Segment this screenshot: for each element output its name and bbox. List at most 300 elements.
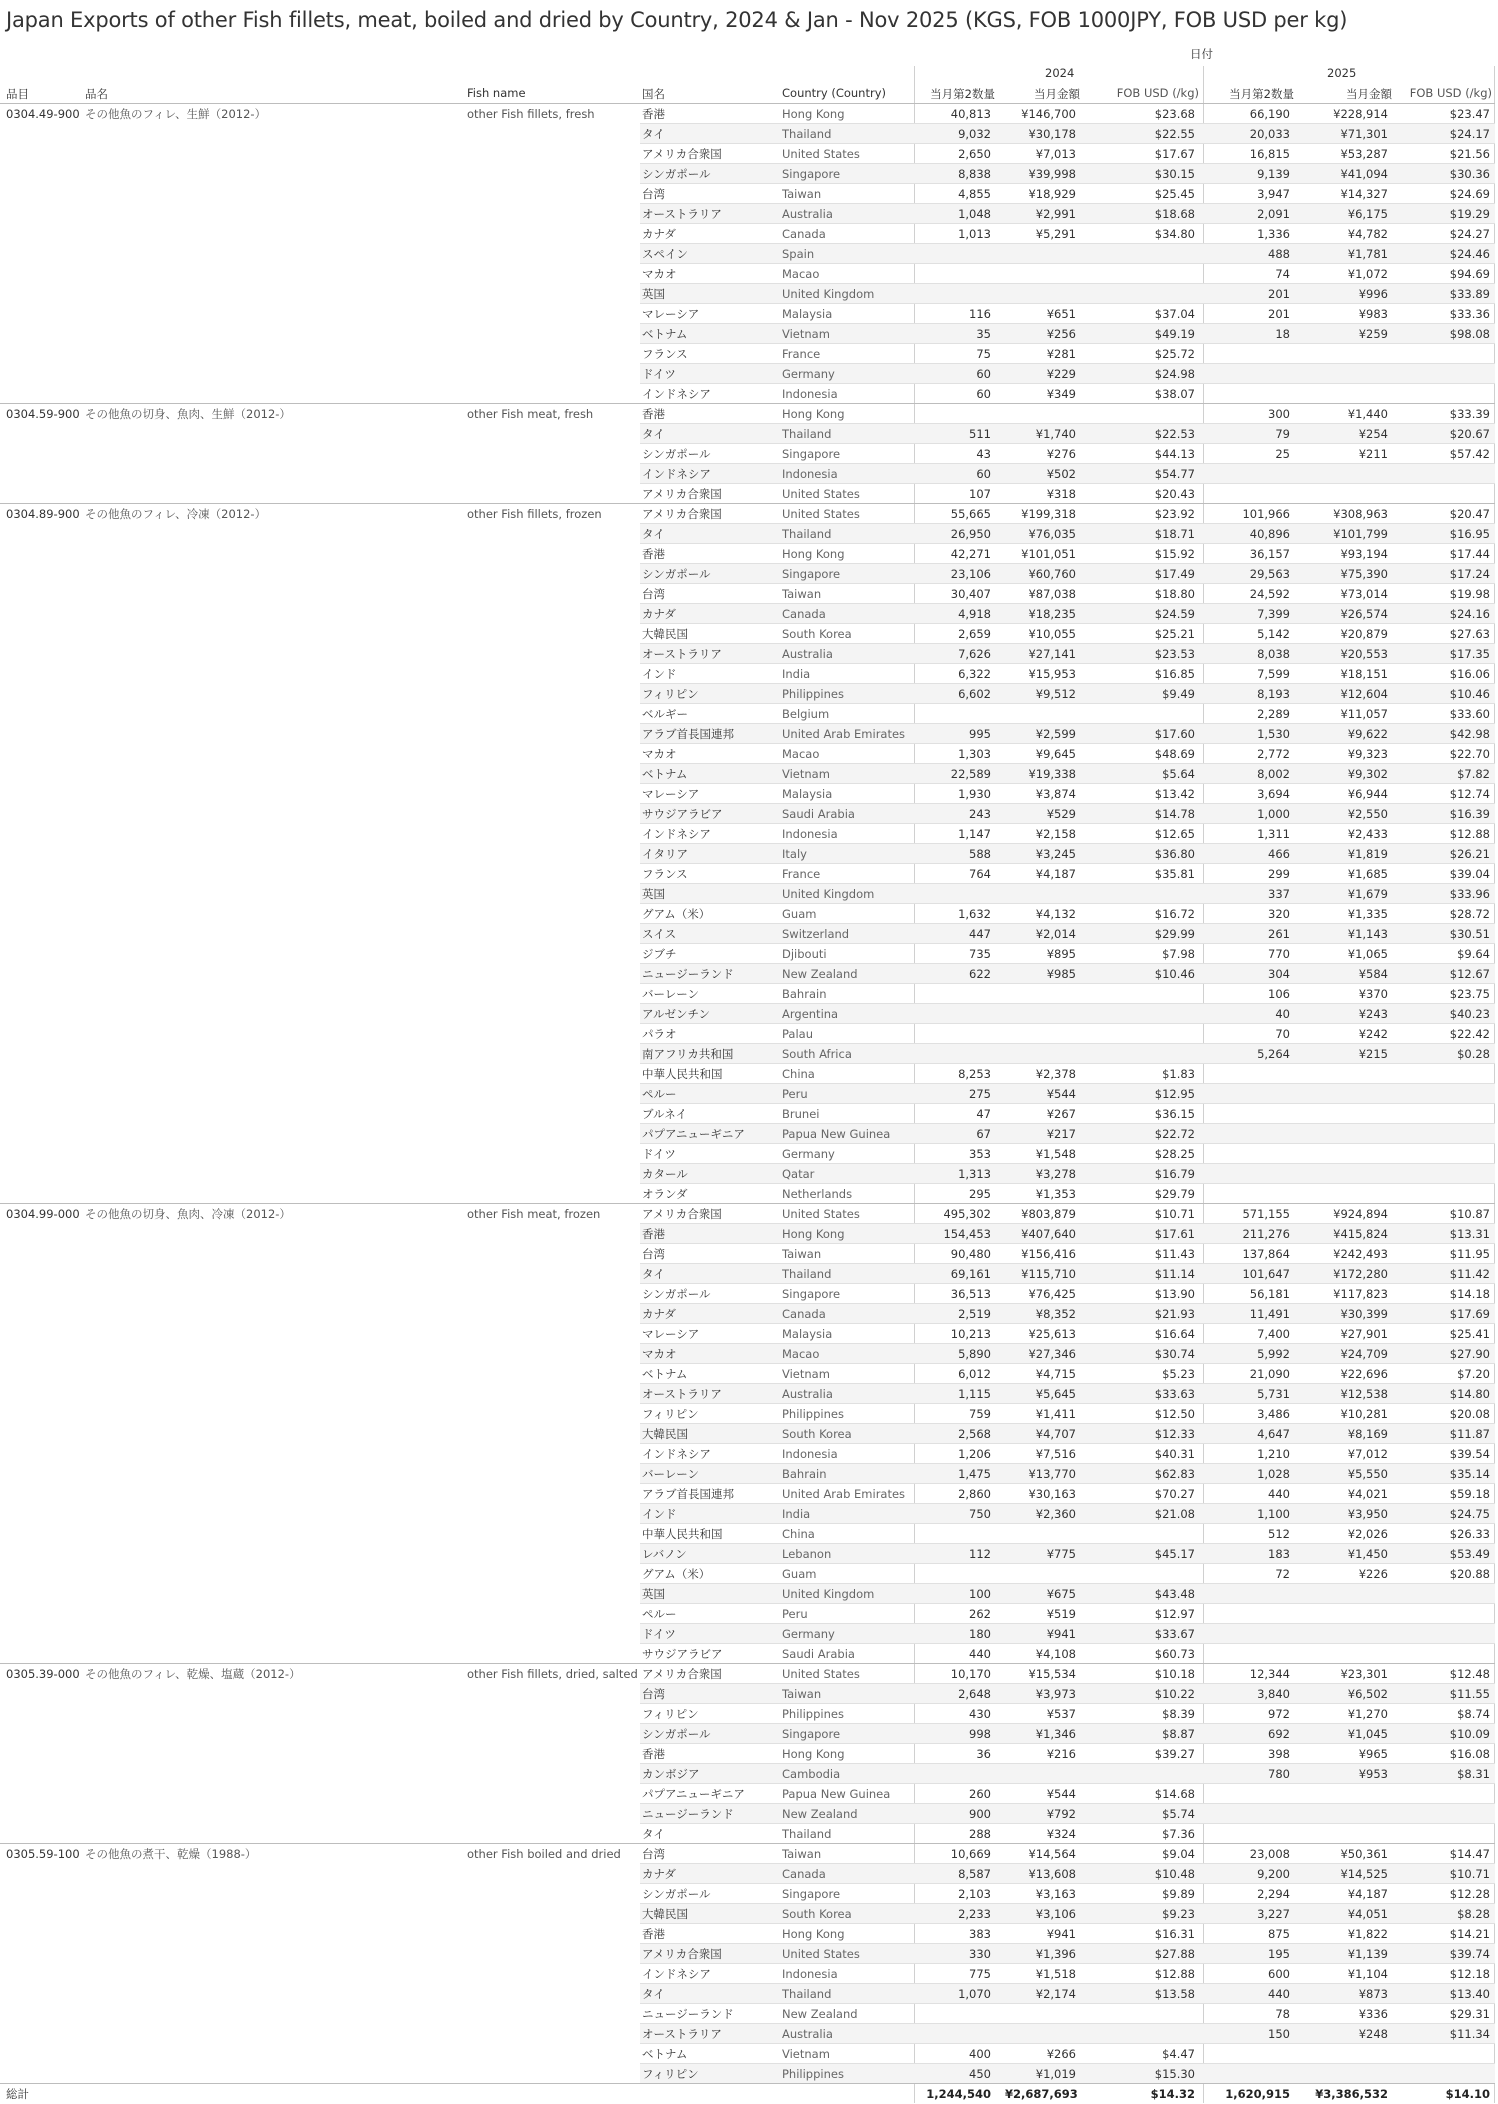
amount-2025: ¥23,301 [1340, 1667, 1388, 1681]
usd-2025: $24.69 [1449, 187, 1490, 201]
amount-2024: ¥7,516 [1035, 1447, 1076, 1461]
amount-2025: ¥4,782 [1347, 227, 1388, 241]
qty-2025: 1,100 [1257, 1507, 1290, 1521]
qty-2024: 495,302 [943, 1207, 991, 1221]
amount-2024: ¥1,411 [1035, 1407, 1076, 1421]
amount-2024: ¥941 [1046, 1627, 1076, 1641]
amount-2024: ¥30,178 [1028, 127, 1076, 141]
usd-2025: $10.09 [1449, 1727, 1490, 1741]
qty-2024: 2,233 [958, 1907, 991, 1921]
country-name-jp: シンガポール [642, 167, 711, 181]
usd-2024: $25.21 [1154, 627, 1195, 641]
country-name-en: Canada [782, 1867, 826, 1881]
country-name-jp: タイ [642, 1267, 665, 1281]
usd-2025: $14.47 [1449, 1847, 1490, 1861]
qty-2025: 5,731 [1257, 1387, 1290, 1401]
country-name-jp: ニュージーランド [642, 967, 734, 981]
qty-2024: 622 [969, 967, 991, 981]
amount-2025: ¥242 [1358, 1027, 1388, 1041]
qty-2024: 9,032 [958, 127, 991, 141]
usd-2025: $28.72 [1449, 907, 1490, 921]
amount-2024: ¥324 [1046, 1827, 1076, 1841]
usd-2025 [1392, 1784, 1494, 1804]
usd-2025: $14.18 [1449, 1287, 1490, 1301]
usd-2025 [1392, 1164, 1494, 1184]
country-name-jp: オーストラリア [642, 1387, 722, 1401]
usd-2025: $20.67 [1449, 427, 1490, 441]
amount-2025: ¥2,433 [1347, 827, 1388, 841]
usd-2024: $36.80 [1154, 847, 1195, 861]
country-name-jp: 台湾 [642, 187, 665, 201]
country-name-jp: フランス [642, 347, 688, 361]
country-name-jp: シンガポール [642, 1727, 711, 1741]
country-name-jp: パラオ [642, 1027, 677, 1041]
qty-2025: 21,090 [1249, 1367, 1290, 1381]
usd-2025: $9.64 [1457, 947, 1490, 961]
section-item-name-jp: その他魚のフィレ、生鮮（2012-） [85, 107, 267, 121]
qty-2024: 900 [969, 1807, 991, 1821]
qty-2025: 137,864 [1242, 1247, 1290, 1261]
amount-2025 [1296, 1084, 1392, 1104]
usd-2024 [1080, 244, 1199, 264]
country-name-en: New Zealand [782, 967, 858, 981]
usd-2024: $18.71 [1154, 527, 1195, 541]
country-name-en: Germany [782, 1147, 835, 1161]
usd-2025 [1392, 364, 1494, 384]
country-name-jp: バーレーン [642, 1467, 700, 1481]
amount-2025: ¥584 [1358, 967, 1388, 981]
qty-2024: 2,648 [958, 1687, 991, 1701]
amount-2024: ¥39,998 [1028, 167, 1076, 181]
qty-2024: 295 [969, 1187, 991, 1201]
amount-2024 [1005, 2004, 1080, 2024]
country-name-en: Thailand [782, 1267, 832, 1281]
country-name-jp: オーストラリア [642, 207, 722, 221]
qty-2024: 1,206 [958, 1447, 991, 1461]
amount-2024: ¥101,051 [1021, 547, 1076, 561]
qty-2025: 3,694 [1257, 787, 1290, 801]
total-amount-2025: ¥3,386,532 [1315, 2087, 1388, 2101]
country-name-en: Philippines [782, 2067, 844, 2081]
country-name-jp: 台湾 [642, 1847, 665, 1861]
amount-2024: ¥229 [1046, 367, 1076, 381]
usd-2025: $98.08 [1449, 327, 1490, 341]
qty-2025: 8,002 [1257, 767, 1290, 781]
qty-2024: 2,860 [958, 1487, 991, 1501]
country-name-jp: ドイツ [642, 367, 676, 381]
qty-2024: 2,659 [958, 627, 991, 641]
amount-2025: ¥6,175 [1347, 207, 1388, 221]
country-name-en: Hong Kong [782, 107, 845, 121]
usd-2025: $27.90 [1449, 1347, 1490, 1361]
qty-2025: 3,486 [1257, 1407, 1290, 1421]
header-fish-name: Fish name [467, 86, 526, 100]
amount-2025: ¥1,819 [1347, 847, 1388, 861]
section-hs-code: 0305.39-000 [6, 1667, 80, 1681]
qty-2025: 12,344 [1249, 1667, 1290, 1681]
amount-2025: ¥73,014 [1340, 587, 1388, 601]
country-name-en: New Zealand [782, 1807, 858, 1821]
country-name-en: South Africa [782, 1047, 852, 1061]
qty-2024: 107 [969, 487, 991, 501]
amount-2024: ¥775 [1046, 1547, 1076, 1561]
amount-2024: ¥216 [1046, 1747, 1076, 1761]
qty-2024: 23,106 [950, 567, 991, 581]
amount-2024: ¥10,055 [1028, 627, 1076, 641]
amount-2024: ¥1,396 [1035, 1947, 1076, 1961]
qty-2025: 512 [1268, 1527, 1290, 1541]
country-name-en: Taiwan [782, 1247, 822, 1261]
usd-2025: $8.74 [1457, 1707, 1490, 1721]
amount-2024: ¥2,174 [1035, 1987, 1076, 2001]
qty-2025: 2,289 [1257, 707, 1290, 721]
country-name-jp: カンボジア [642, 1767, 700, 1781]
usd-2025: $8.28 [1457, 1907, 1490, 1921]
country-name-jp: マレーシア [642, 787, 700, 801]
country-name-en: Singapore [782, 447, 841, 461]
section-fish-name: other Fish fillets, fresh [467, 107, 595, 121]
qty-2025 [1205, 1184, 1294, 1204]
country-name-en: Germany [782, 1627, 835, 1641]
usd-2025: $57.42 [1449, 447, 1490, 461]
country-name-en: Hong Kong [782, 547, 845, 561]
qty-2024: 588 [969, 847, 991, 861]
amount-2024 [1005, 1024, 1080, 1044]
amount-2025: ¥370 [1358, 987, 1388, 1001]
qty-2025 [1205, 1064, 1294, 1084]
usd-2024: $48.69 [1154, 747, 1195, 761]
amount-2024: ¥4,108 [1035, 1647, 1076, 1661]
qty-2024: 40,813 [950, 107, 991, 121]
qty-2024 [915, 1044, 995, 1064]
qty-2024: 112 [969, 1547, 991, 1561]
country-name-jp: 香港 [642, 1927, 665, 1941]
amount-2025 [1296, 1124, 1392, 1144]
qty-2025: 3,947 [1257, 187, 1290, 201]
usd-2025 [1392, 1644, 1494, 1664]
country-name-jp: 台湾 [642, 1687, 665, 1701]
amount-2025: ¥226 [1358, 1567, 1388, 1581]
country-name-jp: 台湾 [642, 587, 665, 601]
amount-2025: ¥117,823 [1333, 1287, 1388, 1301]
usd-2024: $14.68 [1154, 1787, 1195, 1801]
country-name-en: Singapore [782, 1727, 841, 1741]
qty-2025 [1205, 1784, 1294, 1804]
country-name-en: Vietnam [782, 327, 830, 341]
qty-2025 [1205, 1584, 1294, 1604]
usd-2024: $4.47 [1162, 2047, 1195, 2061]
usd-2025: $23.75 [1449, 987, 1490, 1001]
qty-2024: 75 [976, 347, 991, 361]
usd-2024: $12.33 [1154, 1427, 1195, 1441]
usd-2024 [1080, 984, 1199, 1004]
amount-2024: ¥1,518 [1035, 1967, 1076, 1981]
usd-2024: $12.50 [1154, 1407, 1195, 1421]
qty-2025: 1,210 [1257, 1447, 1290, 1461]
header-hs-code: 品目 [6, 87, 29, 101]
qty-2025: 3,840 [1257, 1687, 1290, 1701]
country-name-en: South Korea [782, 1907, 852, 1921]
country-name-jp: カタール [642, 1167, 688, 1181]
usd-2025: $59.18 [1449, 1487, 1490, 1501]
amount-2024: ¥803,879 [1021, 1207, 1076, 1221]
amount-2024: ¥1,548 [1035, 1147, 1076, 1161]
qty-2024: 262 [969, 1607, 991, 1621]
usd-2025 [1392, 1084, 1494, 1104]
section-fish-name: other Fish fillets, dried, salted [467, 1667, 638, 1681]
amount-2025 [1296, 1784, 1392, 1804]
country-name-jp: スペイン [642, 247, 688, 261]
amount-2024: ¥502 [1046, 467, 1076, 481]
usd-2025: $33.39 [1449, 407, 1490, 421]
section-hs-code: 0304.89-900 [6, 507, 80, 521]
country-name-en: Switzerland [782, 927, 850, 941]
qty-2024: 116 [969, 307, 991, 321]
usd-2024 [1080, 264, 1199, 284]
qty-2025: 24,592 [1249, 587, 1290, 601]
usd-2025: $12.28 [1449, 1887, 1490, 1901]
country-name-jp: インドネシア [642, 387, 711, 401]
usd-2025: $19.98 [1449, 587, 1490, 601]
total-amount-2024: ¥2,687,693 [1005, 2087, 1078, 2101]
amount-2025: ¥20,553 [1340, 647, 1388, 661]
country-name-jp: シンガポール [642, 447, 711, 461]
country-name-en: France [782, 867, 821, 881]
qty-2025: 1,028 [1257, 1467, 1290, 1481]
usd-2025: $12.67 [1449, 967, 1490, 981]
country-name-en: Macao [782, 747, 820, 761]
amount-2024: ¥115,710 [1021, 1267, 1076, 1281]
amount-2025: ¥75,390 [1340, 567, 1388, 581]
usd-2024: $12.97 [1154, 1607, 1195, 1621]
qty-2024: 330 [969, 1947, 991, 1961]
usd-2025: $14.21 [1449, 1927, 1490, 1941]
qty-2025: 25 [1275, 447, 1290, 461]
country-name-en: Australia [782, 2027, 833, 2041]
country-name-jp: バーレーン [642, 987, 700, 1001]
usd-2025: $14.80 [1449, 1387, 1490, 1401]
header-usd-2025: FOB USD (/kg) [1409, 86, 1492, 100]
usd-2024 [1080, 1004, 1199, 1024]
qty-2024 [915, 1524, 995, 1544]
country-name-jp: ドイツ [642, 1627, 676, 1641]
country-name-jp: インドネシア [642, 467, 711, 481]
country-name-jp: マカオ [642, 747, 677, 761]
amount-2025: ¥14,525 [1340, 1867, 1388, 1881]
amount-2024: ¥281 [1046, 347, 1076, 361]
amount-2025: ¥20,879 [1340, 627, 1388, 641]
usd-2024: $23.53 [1154, 647, 1195, 661]
amount-2024 [1005, 244, 1080, 264]
amount-2025: ¥1,679 [1347, 887, 1388, 901]
amount-2024: ¥7,013 [1035, 147, 1076, 161]
usd-2024: $8.39 [1162, 1707, 1195, 1721]
amount-2024: ¥4,715 [1035, 1367, 1076, 1381]
country-name-jp: フィリピン [642, 2067, 699, 2081]
amount-2024: ¥2,360 [1035, 1507, 1076, 1521]
usd-2025 [1392, 1624, 1494, 1644]
usd-2024: $70.27 [1154, 1487, 1195, 1501]
qty-2024: 243 [969, 807, 991, 821]
qty-2024: 450 [969, 2067, 991, 2081]
amount-2025: ¥9,622 [1347, 727, 1388, 741]
country-name-jp: 香港 [642, 1227, 665, 1241]
usd-2024: $16.85 [1154, 667, 1195, 681]
qty-2025 [1205, 364, 1294, 384]
usd-2024: $13.58 [1154, 1987, 1195, 2001]
amount-2024: ¥407,640 [1021, 1227, 1076, 1241]
country-name-jp: タイ [642, 527, 665, 541]
country-name-jp: カナダ [642, 1867, 676, 1881]
usd-2024: $17.60 [1154, 727, 1195, 741]
qty-2025: 8,193 [1257, 687, 1290, 701]
qty-2025: 571,155 [1242, 1207, 1290, 1221]
usd-2024: $23.68 [1154, 107, 1195, 121]
country-name-en: Thailand [782, 127, 832, 141]
amount-2025: ¥983 [1358, 307, 1388, 321]
country-name-jp: 英国 [642, 287, 665, 301]
usd-2025 [1392, 1184, 1494, 1204]
qty-2024: 154,453 [943, 1227, 991, 1241]
amount-2024 [1005, 984, 1080, 1004]
amount-2024: ¥1,346 [1035, 1727, 1076, 1741]
page-title: Japan Exports of other Fish fillets, meat, boiled and dried by Country, 2024 & Jan - Nov 2025 (KGS, FOB 1000JPY, FOB USD per kg) [6, 8, 1348, 32]
section-item-name-jp: その他魚のフィレ、冷凍（2012-） [85, 507, 267, 521]
amount-2025: ¥924,894 [1333, 1207, 1388, 1221]
usd-2025 [1392, 1064, 1494, 1084]
qty-2024: 36 [976, 1747, 991, 1761]
country-name-en: Malaysia [782, 307, 833, 321]
usd-2025: $33.36 [1449, 307, 1490, 321]
usd-2024: $25.72 [1154, 347, 1195, 361]
usd-2025: $22.42 [1449, 1027, 1490, 1041]
qty-2025 [1205, 1164, 1294, 1184]
country-name-jp: オーストラリア [642, 2027, 722, 2041]
amount-2025 [1296, 1804, 1392, 1824]
qty-2024: 1,930 [958, 787, 991, 801]
usd-2025: $10.71 [1449, 1867, 1490, 1881]
country-name-en: Thailand [782, 427, 832, 441]
country-name-en: Peru [782, 1607, 808, 1621]
usd-2024 [1080, 2024, 1199, 2044]
usd-2025: $20.47 [1449, 507, 1490, 521]
amount-2024: ¥13,770 [1028, 1467, 1076, 1481]
amount-2024: ¥27,141 [1028, 647, 1076, 661]
country-name-en: Macao [782, 267, 820, 281]
usd-2025: $27.63 [1449, 627, 1490, 641]
usd-2025: $26.21 [1449, 847, 1490, 861]
country-name-en: Peru [782, 1087, 808, 1101]
usd-2025: $13.31 [1449, 1227, 1490, 1241]
amount-2025: ¥1,822 [1347, 1927, 1388, 1941]
usd-2024: $5.74 [1162, 1807, 1195, 1821]
amount-2025 [1296, 2044, 1392, 2064]
country-name-en: United Kingdom [782, 887, 875, 901]
amount-2024: ¥3,973 [1035, 1687, 1076, 1701]
amount-2024: ¥8,352 [1035, 1307, 1076, 1321]
country-name-jp: アメリカ合衆国 [642, 487, 722, 501]
usd-2024: $22.55 [1154, 127, 1195, 141]
country-name-jp: インドネシア [642, 1447, 711, 1461]
qty-2025: 972 [1268, 1707, 1290, 1721]
amount-2024: ¥2,158 [1035, 827, 1076, 841]
qty-2025: 211,276 [1242, 1227, 1290, 1241]
usd-2025 [1392, 1104, 1494, 1124]
amount-2024: ¥256 [1046, 327, 1076, 341]
usd-2024: $14.78 [1154, 807, 1195, 821]
country-name-en: Malaysia [782, 787, 833, 801]
qty-2024: 2,519 [958, 1307, 991, 1321]
country-name-en: Hong Kong [782, 1927, 845, 1941]
qty-2025: 7,599 [1257, 667, 1290, 681]
amount-2024: ¥19,338 [1028, 767, 1076, 781]
qty-2024: 180 [969, 1627, 991, 1641]
country-name-jp: 中華人民共和国 [642, 1527, 723, 1541]
header-year-2024: 2024 [1045, 66, 1075, 80]
qty-2025: 3,227 [1257, 1907, 1290, 1921]
qty-2025: 600 [1268, 1967, 1290, 1981]
qty-2024 [915, 984, 995, 1004]
usd-2025 [1392, 344, 1494, 364]
section-fish-name: other Fish meat, fresh [467, 407, 594, 421]
qty-2024 [915, 2004, 995, 2024]
amount-2024 [1005, 704, 1080, 724]
country-name-jp: フィリピン [642, 687, 699, 701]
usd-2024: $7.98 [1162, 947, 1195, 961]
qty-2024: 90,480 [950, 1247, 991, 1261]
qty-2024: 1,475 [958, 1467, 991, 1481]
amount-2025: ¥415,824 [1333, 1227, 1388, 1241]
amount-2024: ¥651 [1046, 307, 1076, 321]
qty-2024: 22,589 [950, 767, 991, 781]
usd-2024: $16.64 [1154, 1327, 1195, 1341]
usd-2025: $39.04 [1449, 867, 1490, 881]
amount-2025: ¥71,301 [1340, 127, 1388, 141]
country-name-en: Lebanon [782, 1547, 832, 1561]
usd-2024: $62.83 [1154, 1467, 1195, 1481]
amount-2024: ¥2,378 [1035, 1067, 1076, 1081]
qty-2024: 60 [976, 367, 991, 381]
country-name-en: Djibouti [782, 947, 827, 961]
usd-2024: $17.67 [1154, 147, 1195, 161]
usd-2024: $9.89 [1162, 1887, 1195, 1901]
usd-2025: $40.23 [1449, 1007, 1490, 1021]
qty-2025: 1,530 [1257, 727, 1290, 741]
country-name-jp: タイ [642, 427, 665, 441]
qty-2024: 1,632 [958, 907, 991, 921]
amount-2025: ¥9,302 [1347, 767, 1388, 781]
amount-2024: ¥3,874 [1035, 787, 1076, 801]
usd-2024 [1080, 884, 1199, 904]
country-name-en: Vietnam [782, 1367, 830, 1381]
amount-2025: ¥9,323 [1347, 747, 1388, 761]
usd-2025 [1392, 384, 1494, 404]
country-name-en: United Arab Emirates [782, 727, 906, 741]
usd-2024: $18.68 [1154, 207, 1195, 221]
usd-2024: $12.88 [1154, 1967, 1195, 1981]
country-name-en: Belgium [782, 707, 830, 721]
usd-2025 [1392, 1824, 1494, 1844]
qty-2024: 69,161 [950, 1267, 991, 1281]
header-date-group: 日付 [1190, 47, 1213, 61]
qty-2025: 300 [1268, 407, 1290, 421]
qty-2025: 66,190 [1249, 107, 1290, 121]
section-item-name-jp: その他魚の煮干、乾燥（1988-） [85, 1847, 257, 1861]
country-name-en: Australia [782, 1387, 833, 1401]
total-usd-2025: $14.10 [1445, 2087, 1490, 2101]
qty-2024 [915, 2024, 995, 2044]
amount-2025 [1296, 464, 1392, 484]
